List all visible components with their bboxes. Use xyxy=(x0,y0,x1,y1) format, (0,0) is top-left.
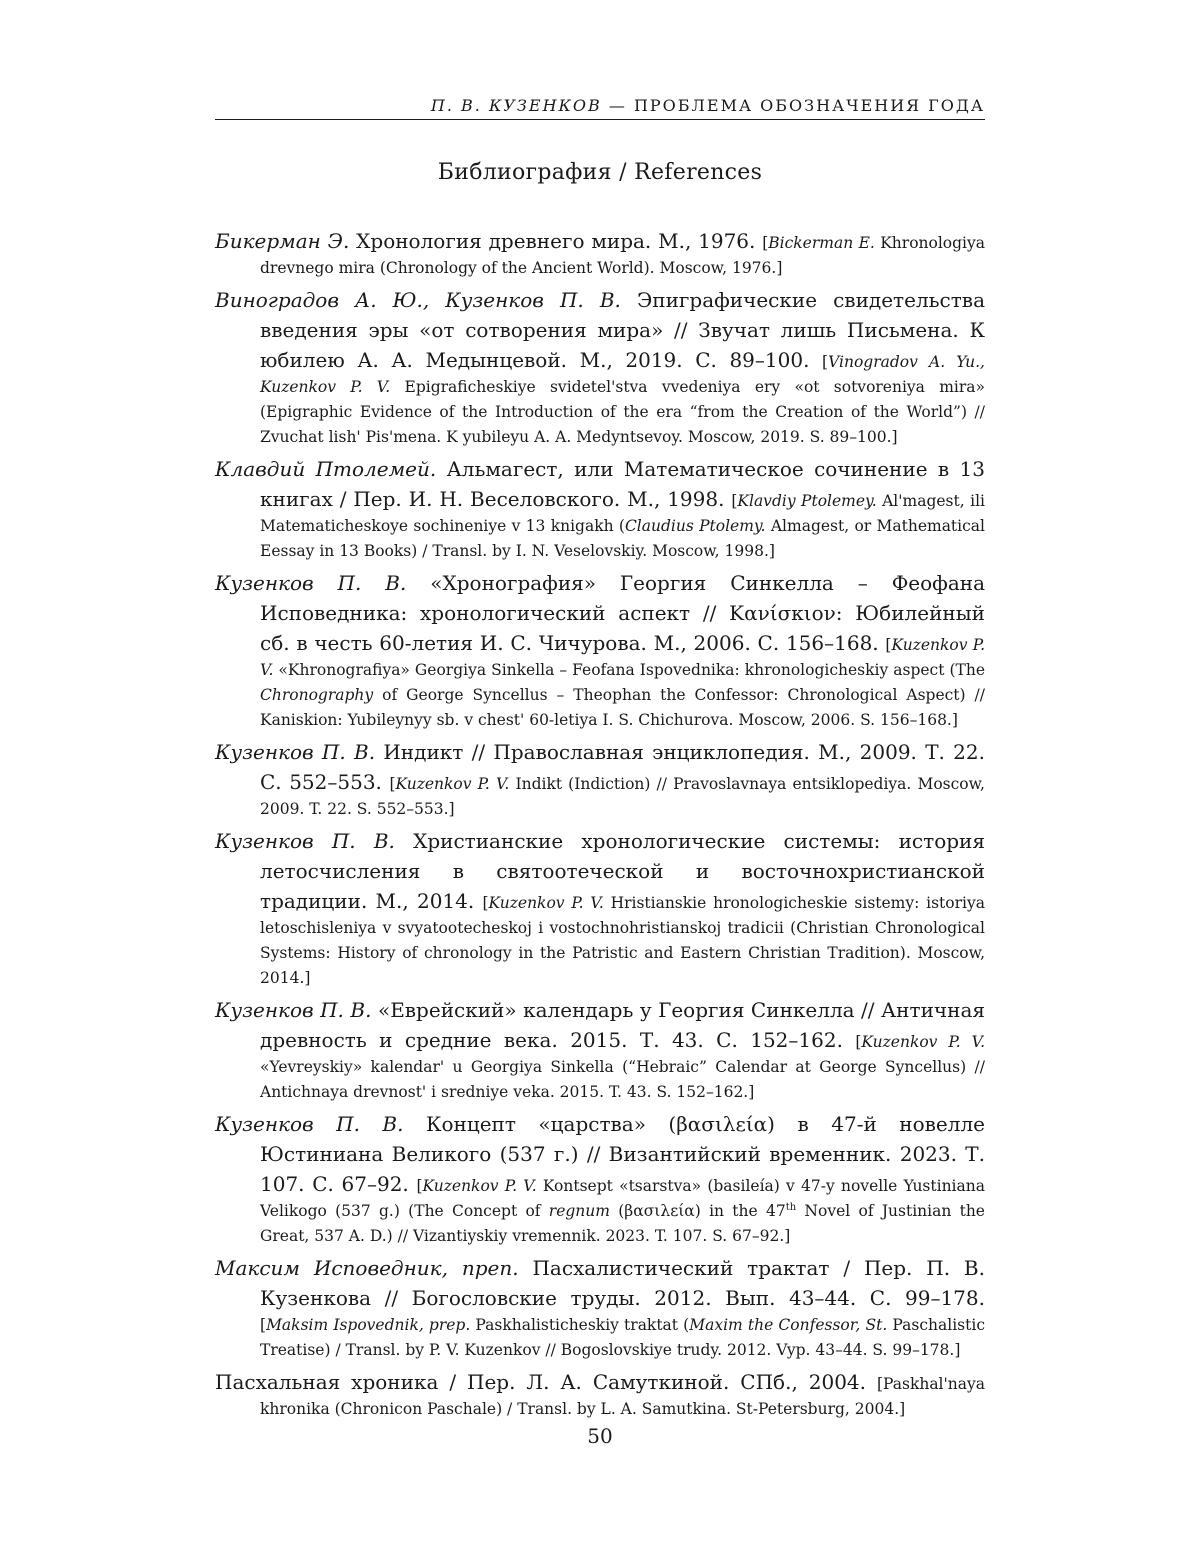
reference-segment: [Paskhal'naya khronika (Chronicon Paschale) / Transl. by L. A. Samutkina. St-Petersburg, 2004.] xyxy=(260,1375,985,1418)
reference-entry xyxy=(215,995,985,1105)
reference-italic-segment: Maksim Ispovednik, prep. xyxy=(266,1316,471,1334)
reference-segment: Al'magest, ili Matematicheskoye sochineniye v 13 knigakh ( xyxy=(260,492,985,535)
reference-segment: Indikt (Indiction) // Pravoslavnaya entsiklopediya. Moscow, 2009. T. 22. S. 552–553.] xyxy=(260,775,985,818)
reference-author: Кузенков П. В. xyxy=(215,998,372,1022)
reference-segment: «Yevreyskiy» kalendar' u Georgiya Sinkella (“Hebraic” Calendar at George Syncellus) // Antichnaya drevnost' i sredniye veka. 2015. T. 43. S. 152–162.] xyxy=(260,1058,985,1101)
reference-italic-segment: regnum xyxy=(548,1202,610,1220)
reference-author: Виноградов А. Ю., Кузенков П. В. xyxy=(215,288,621,312)
reference-text-ru: Концепт «царства» (βασιλεία) в 47-й новелле Юстиниана Великого (537 г.) // Византийский временник. 2023. Т. 107. С. 67–92. xyxy=(260,1112,985,1196)
reference-segment: [ xyxy=(762,234,769,252)
running-head-author: П. В. КУЗЕНКОВ xyxy=(430,96,602,115)
reference-list xyxy=(215,226,985,1426)
reference-text-ru: Хронология древнего мира. М., 1976. xyxy=(349,229,763,253)
reference-segment: Hristianskie hronologicheskie sistemy: istoriya letoschisleniya v svyatootecheskoj i vostochnohristianskoj tradicii (Christian Chronological Systems: History of chronology in the Patristic and Eastern Christian Tradition). Moscow, 2014.] xyxy=(260,894,985,987)
reference-segment: [ xyxy=(885,636,892,654)
reference-entry xyxy=(215,1109,985,1249)
reference-text-ru: Альмагест, или Математическое сочинение в 13 книгах / Пер. И. Н. Веселовского. М., 1998. xyxy=(260,457,985,511)
reference-author: Кузенков П. В. xyxy=(215,829,395,853)
reference-entry xyxy=(215,737,985,822)
reference-entry xyxy=(215,568,985,733)
reference-italic-segment: Klavdiy Ptolemey. xyxy=(737,492,877,510)
reference-text-ru: «Хронография» Георгия Синкелла – Феофана Исповедника: хронологический аспект // Κανίσκιον: Юбилейный сб. в честь 60-летия И. С. Чичурова. М., 2006. С. 156–168. xyxy=(260,571,986,655)
reference-text-ru: Пасхалистический трактат / Пер. П. В. Кузенкова // Богословские труды. 2012. Вып. 43–44. С. 99–178. xyxy=(260,1256,985,1310)
reference-entry xyxy=(215,285,985,450)
reference-entry xyxy=(215,1367,985,1422)
reference-author: Бикерман Э. xyxy=(215,229,350,253)
reference-segment: [ xyxy=(731,492,738,510)
reference-italic-segment: Kuzenkov P. V. xyxy=(861,1033,985,1051)
reference-text-ru: Пасхальная хроника / Пер. Л. А. Самуткиной. СПб., 2004. xyxy=(215,1370,877,1394)
reference-author: Кузенков П. В. xyxy=(215,740,376,764)
reference-segment: Kontsept «tsarstva» (basileía) v 47-y novelle Yustiniana Velikogo (537 g.) (The Concept of xyxy=(260,1177,985,1220)
running-head-title: ПРОБЛЕМА ОБОЗНАЧЕНИЯ ГОДА xyxy=(633,96,985,115)
reference-segment: [ xyxy=(389,775,396,793)
reference-italic-segment: Kuzenkov P. V. xyxy=(395,775,510,793)
reference-text-ru: «Еврейский» календарь у Георгия Синкелла // Античная древность и средние века. 2015. Т. 43. С. 152–162. xyxy=(260,998,985,1052)
page-number: 50 xyxy=(587,1424,613,1448)
reference-segment: th xyxy=(785,1201,797,1213)
reference-segment: [ xyxy=(260,1316,267,1334)
reference-entry xyxy=(215,826,985,991)
reference-segment: [ xyxy=(482,894,489,912)
reference-italic-segment: Bickerman E. xyxy=(768,234,875,252)
reference-segment: Paskhalisticheskiy traktat ( xyxy=(470,1316,690,1334)
reference-entry xyxy=(215,226,985,281)
reference-segment: «Khronografiya» Georgiya Sinkella – Feofana Ispovednika: khronologicheskiy aspect (The xyxy=(273,661,985,679)
reference-segment: Paschalistic Treatise) / Transl. by P. V. Kuzenkov // Bogoslovskiye trudy. 2012. Vyp. 43–44. S. 99–178.] xyxy=(260,1316,985,1359)
reference-author: Кузенков П. В. xyxy=(215,1112,404,1136)
reference-text-ru: Индикт // Православная энциклопедия. М., 2009. Т. 22. С. 552–553. xyxy=(260,740,985,794)
reference-italic-segment: Kuzenkov P. V. xyxy=(260,636,985,679)
running-head-separator: — xyxy=(601,96,634,115)
reference-segment: Almagest, or Mathematical Eessay in 13 Books) / Transl. by I. N. Veselovskiy. Moscow, 1998.] xyxy=(260,517,985,560)
reference-segment: (βασιλεία) in the 47 xyxy=(609,1202,786,1220)
reference-author: Кузенков П. В. xyxy=(215,571,407,595)
running-head xyxy=(215,96,985,120)
reference-italic-segment: Kuzenkov P. V. xyxy=(422,1177,537,1195)
reference-italic-segment: Chronography xyxy=(260,686,374,704)
reference-segment: [ xyxy=(416,1177,423,1195)
reference-italic-segment: Claudius Ptolemy. xyxy=(624,517,766,535)
reference-italic-segment: Kuzenkov P. V. xyxy=(488,894,604,912)
reference-author: Максим Исповедник, преп. xyxy=(215,1256,519,1280)
reference-segment: Novel of Justinian the Great, 537 A. D.) // Vizantiyskiy vremennik. 2023. T. 107. S. 67–92.] xyxy=(260,1202,985,1245)
reference-segment: Epigraficheskiye svidetel'stva vvedeniya ery «ot sotvoreniya mira» (Epigraphic Evidence of the Introduction of the era “from the Creation of the World”) // Zvuchat lish' Pis'mena. K yubileyu A. A. Medyntsevoy. Moscow, 2019. S. 89–100.] xyxy=(260,378,985,446)
reference-text-ru: Христианские хронологические системы: история летосчисления в святоотеческой и восточнохристианской традиции. М., 2014. xyxy=(260,829,985,913)
reference-italic-segment: Vinogradov A. Yu., Kuzenkov P. V. xyxy=(260,353,985,396)
reference-text-ru: Эпиграфические свидетельства введения эры «от сотворения мира» // Звучат лишь Письмена. К юбилею А. А. Медынцевой. М., 2019. С. 89–100. xyxy=(260,288,985,372)
reference-transliteration xyxy=(260,1316,985,1359)
reference-segment: [ xyxy=(855,1033,862,1051)
reference-segment: [ xyxy=(822,353,829,371)
section-title: Библиография / References xyxy=(437,160,763,185)
reference-segment: of George Syncellus – Theophan the Confessor: Chronological Aspect) // Kaniskion: Yubileynyy sb. v chest' 60-letiya I. S. Chichurova. Moscow, 2006. S. 156–168.] xyxy=(260,686,985,729)
reference-entry xyxy=(215,1253,985,1363)
reference-italic-segment: Maxim the Confessor, St. xyxy=(689,1316,888,1334)
reference-segment: Khronologiya drevnego mira (Chronology of the Ancient World). Moscow, 1976.] xyxy=(260,234,986,277)
reference-author: Клавдий Птолемей. xyxy=(215,457,437,481)
reference-entry xyxy=(215,454,985,564)
